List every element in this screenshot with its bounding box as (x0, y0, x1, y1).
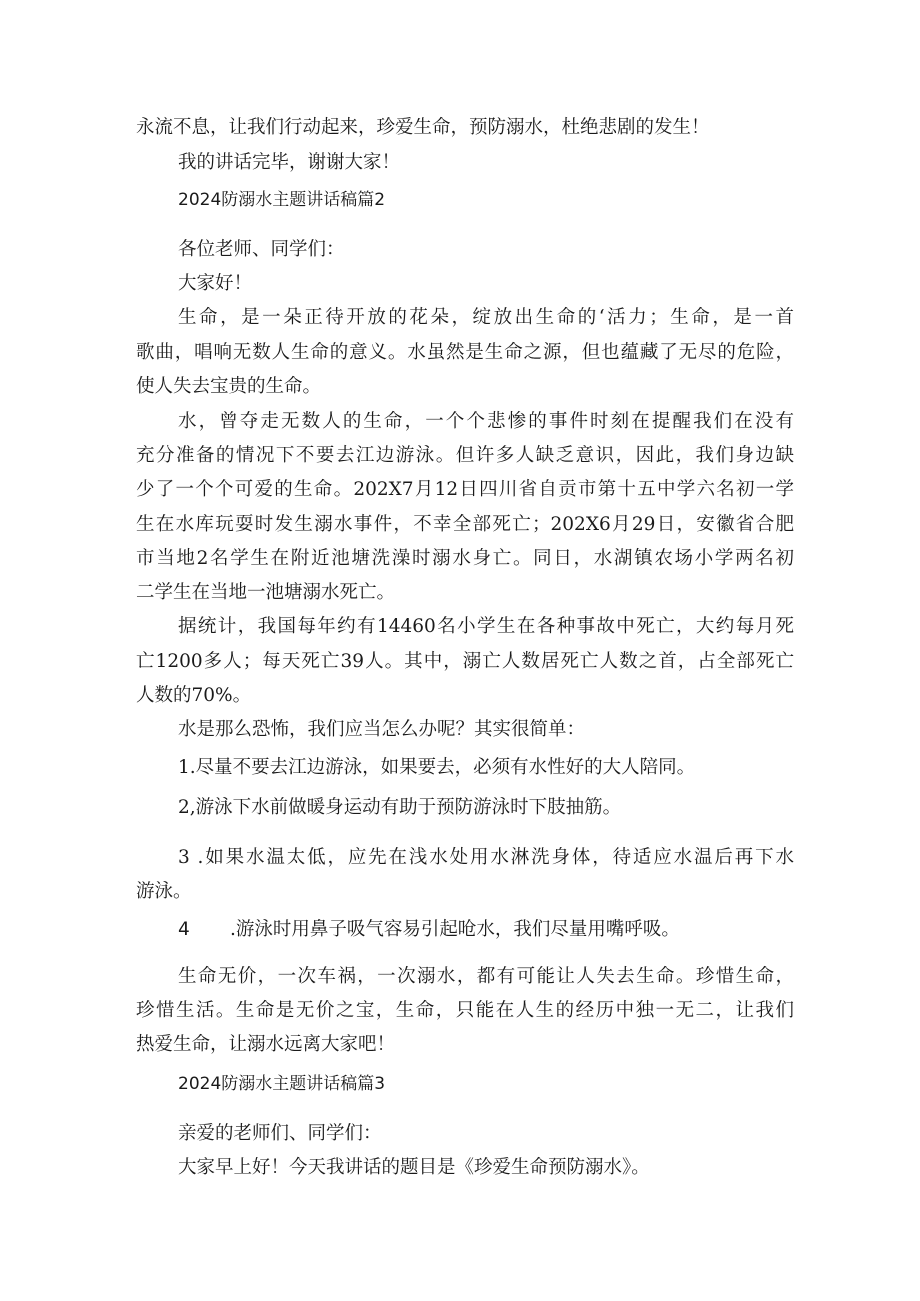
list-item: .游泳时用鼻子吸气容易引起呛水，我们尽量用嘴呼吸。 (230, 919, 680, 940)
paragraph-line: 据统计，我国每年约有14460名小学生在各种事故中死亡，大约每月死 (178, 616, 794, 637)
paragraph-line: 生命，是一朵正待开放的花朵，绽放出生命的‘活力；生命，是一首 (178, 307, 794, 328)
paragraph-line: 大家早上好！今天我讲话的题目是《珍爱生命预防溺水》。 (178, 1157, 650, 1178)
paragraph-line: 亡1200多人；每天死亡39人。其中，溺亡人数居死亡人数之首，占全部死亡 (136, 651, 794, 672)
salutation: 各位老师、同学们： (178, 239, 345, 260)
list-item: 1.尽量不要去江边游泳，如果要去，必须有水性好的大人陪同。 (178, 757, 696, 778)
list-item: 3 .如果水温太低，应先在浅水处用水淋洗身体，待适应水温后再下水 (178, 847, 794, 868)
paragraph-line: 热爱生命，让溺水远离大家吧！ (136, 1034, 396, 1055)
section-heading: 2024防溺水主题讲话稿篇2 (178, 190, 386, 210)
greeting: 大家好！ (178, 273, 253, 294)
list-item: 2,游泳下水前做暖身运动有助于预防游泳时下肢抽筋。 (178, 797, 622, 818)
paragraph-line: 二学生在当地一池塘溺水死亡。 (136, 582, 396, 603)
paragraph-line: 人数的70%。 (136, 685, 252, 706)
paragraph-line: 市当地2名学生在附近池塘洗澡时溺水身亡。同日，水湖镇农场小学两名初 (136, 548, 794, 569)
paragraph-line: 珍惜生活。生命是无价之宝，生命，只能在人生的经历中独一无二，让我们 (136, 1000, 794, 1021)
salutation: 亲爱的老师们、同学们： (178, 1123, 382, 1144)
closing-line: 我的讲话完毕，谢谢大家！ (178, 152, 401, 173)
paragraph-line: 使人失去宝贵的生命。 (136, 376, 322, 397)
paragraph-line: 生命无价，一次车祸，一次溺水，都有可能让人失去生命。珍惜生命， (178, 966, 794, 987)
paragraph-line: 水是那么恐怖，我们应当怎么办呢？其实很简单： (178, 719, 586, 740)
paragraph-line: 水，曾夺走无数人的生命，一个个悲惨的事件时刻在提醒我们在没有 (178, 411, 794, 432)
paragraph-line: 永流不息，让我们行动起来，珍爱生命，预防溺水，杜绝悲剧的发生！ (136, 117, 710, 138)
list-item-number: 4 (178, 919, 190, 940)
list-item-continuation: 游泳。 (136, 881, 192, 902)
paragraph-line: 歌曲，唱响无数人生命的意义。水虽然是生命之源，但也蕴藏了无尽的危险， (136, 342, 794, 363)
section-heading: 2024防溺水主题讲话稿篇3 (178, 1074, 386, 1094)
paragraph-line: 少了一个个可爱的生命。202X7月12日四川省自贡市第十五中学六名初一学 (136, 479, 794, 500)
paragraph-line: 充分准备的情况下不要去江边游泳。但许多人缺乏意识，因此，我们身边缺 (136, 445, 794, 466)
paragraph-line: 生在水库玩耍时发生溺水事件，不幸全部死亡；202X6月29日，安徽省合肥 (136, 514, 794, 535)
